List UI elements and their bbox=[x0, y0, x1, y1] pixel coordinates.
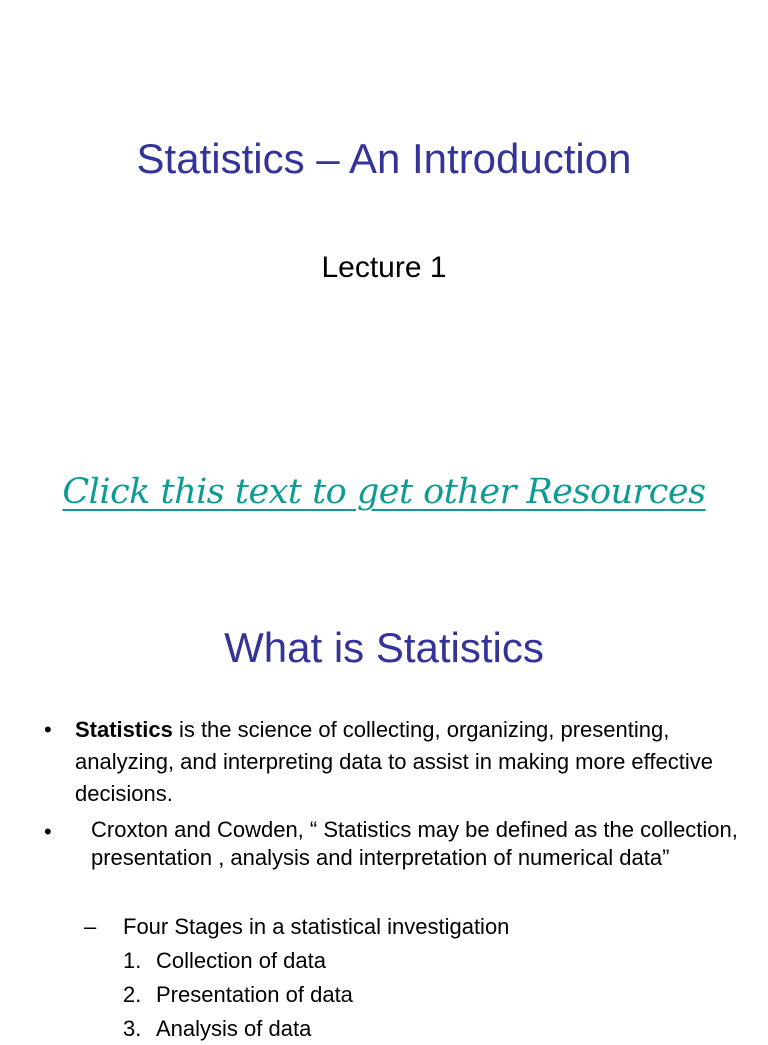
list-item-number: 2. bbox=[123, 982, 142, 1007]
list-item bbox=[123, 1013, 311, 1045]
list-item-label: Analysis of data bbox=[156, 1016, 312, 1041]
list-item bbox=[123, 979, 353, 1011]
bullet-definition bbox=[75, 714, 725, 810]
slide-subtitle: Lecture 1 bbox=[321, 251, 447, 284]
list-item bbox=[123, 945, 326, 977]
slide-title: Statistics – An Introduction bbox=[136, 135, 632, 182]
list-item-label: Presentation of data bbox=[156, 982, 353, 1007]
bullet-dot-icon: • bbox=[44, 717, 52, 742]
list-item-number: 3. bbox=[123, 1016, 142, 1041]
bullet-bold-lead: Statistics bbox=[75, 717, 173, 742]
sub-bullet: Four Stages in a statistical investigation bbox=[123, 914, 510, 939]
section-title: What is Statistics bbox=[224, 624, 544, 671]
bullet-text: is the science of collecting, organizing, presenting, analyzing, and interpreting data to assist in making more effective decisions. bbox=[75, 717, 713, 806]
list-item-label: Collection of data bbox=[156, 948, 326, 973]
bullet-dot-icon: • bbox=[44, 819, 52, 844]
list-item-number: 1. bbox=[123, 948, 142, 973]
resources-link[interactable]: Click this text to get other Resources bbox=[62, 472, 706, 512]
dash-bullet-icon: – bbox=[84, 914, 97, 939]
bullet-quote: Croxton and Cowden, “ Statistics may be defined as the collection, presentation , analysis and interpretation of numerical data” bbox=[91, 817, 738, 870]
